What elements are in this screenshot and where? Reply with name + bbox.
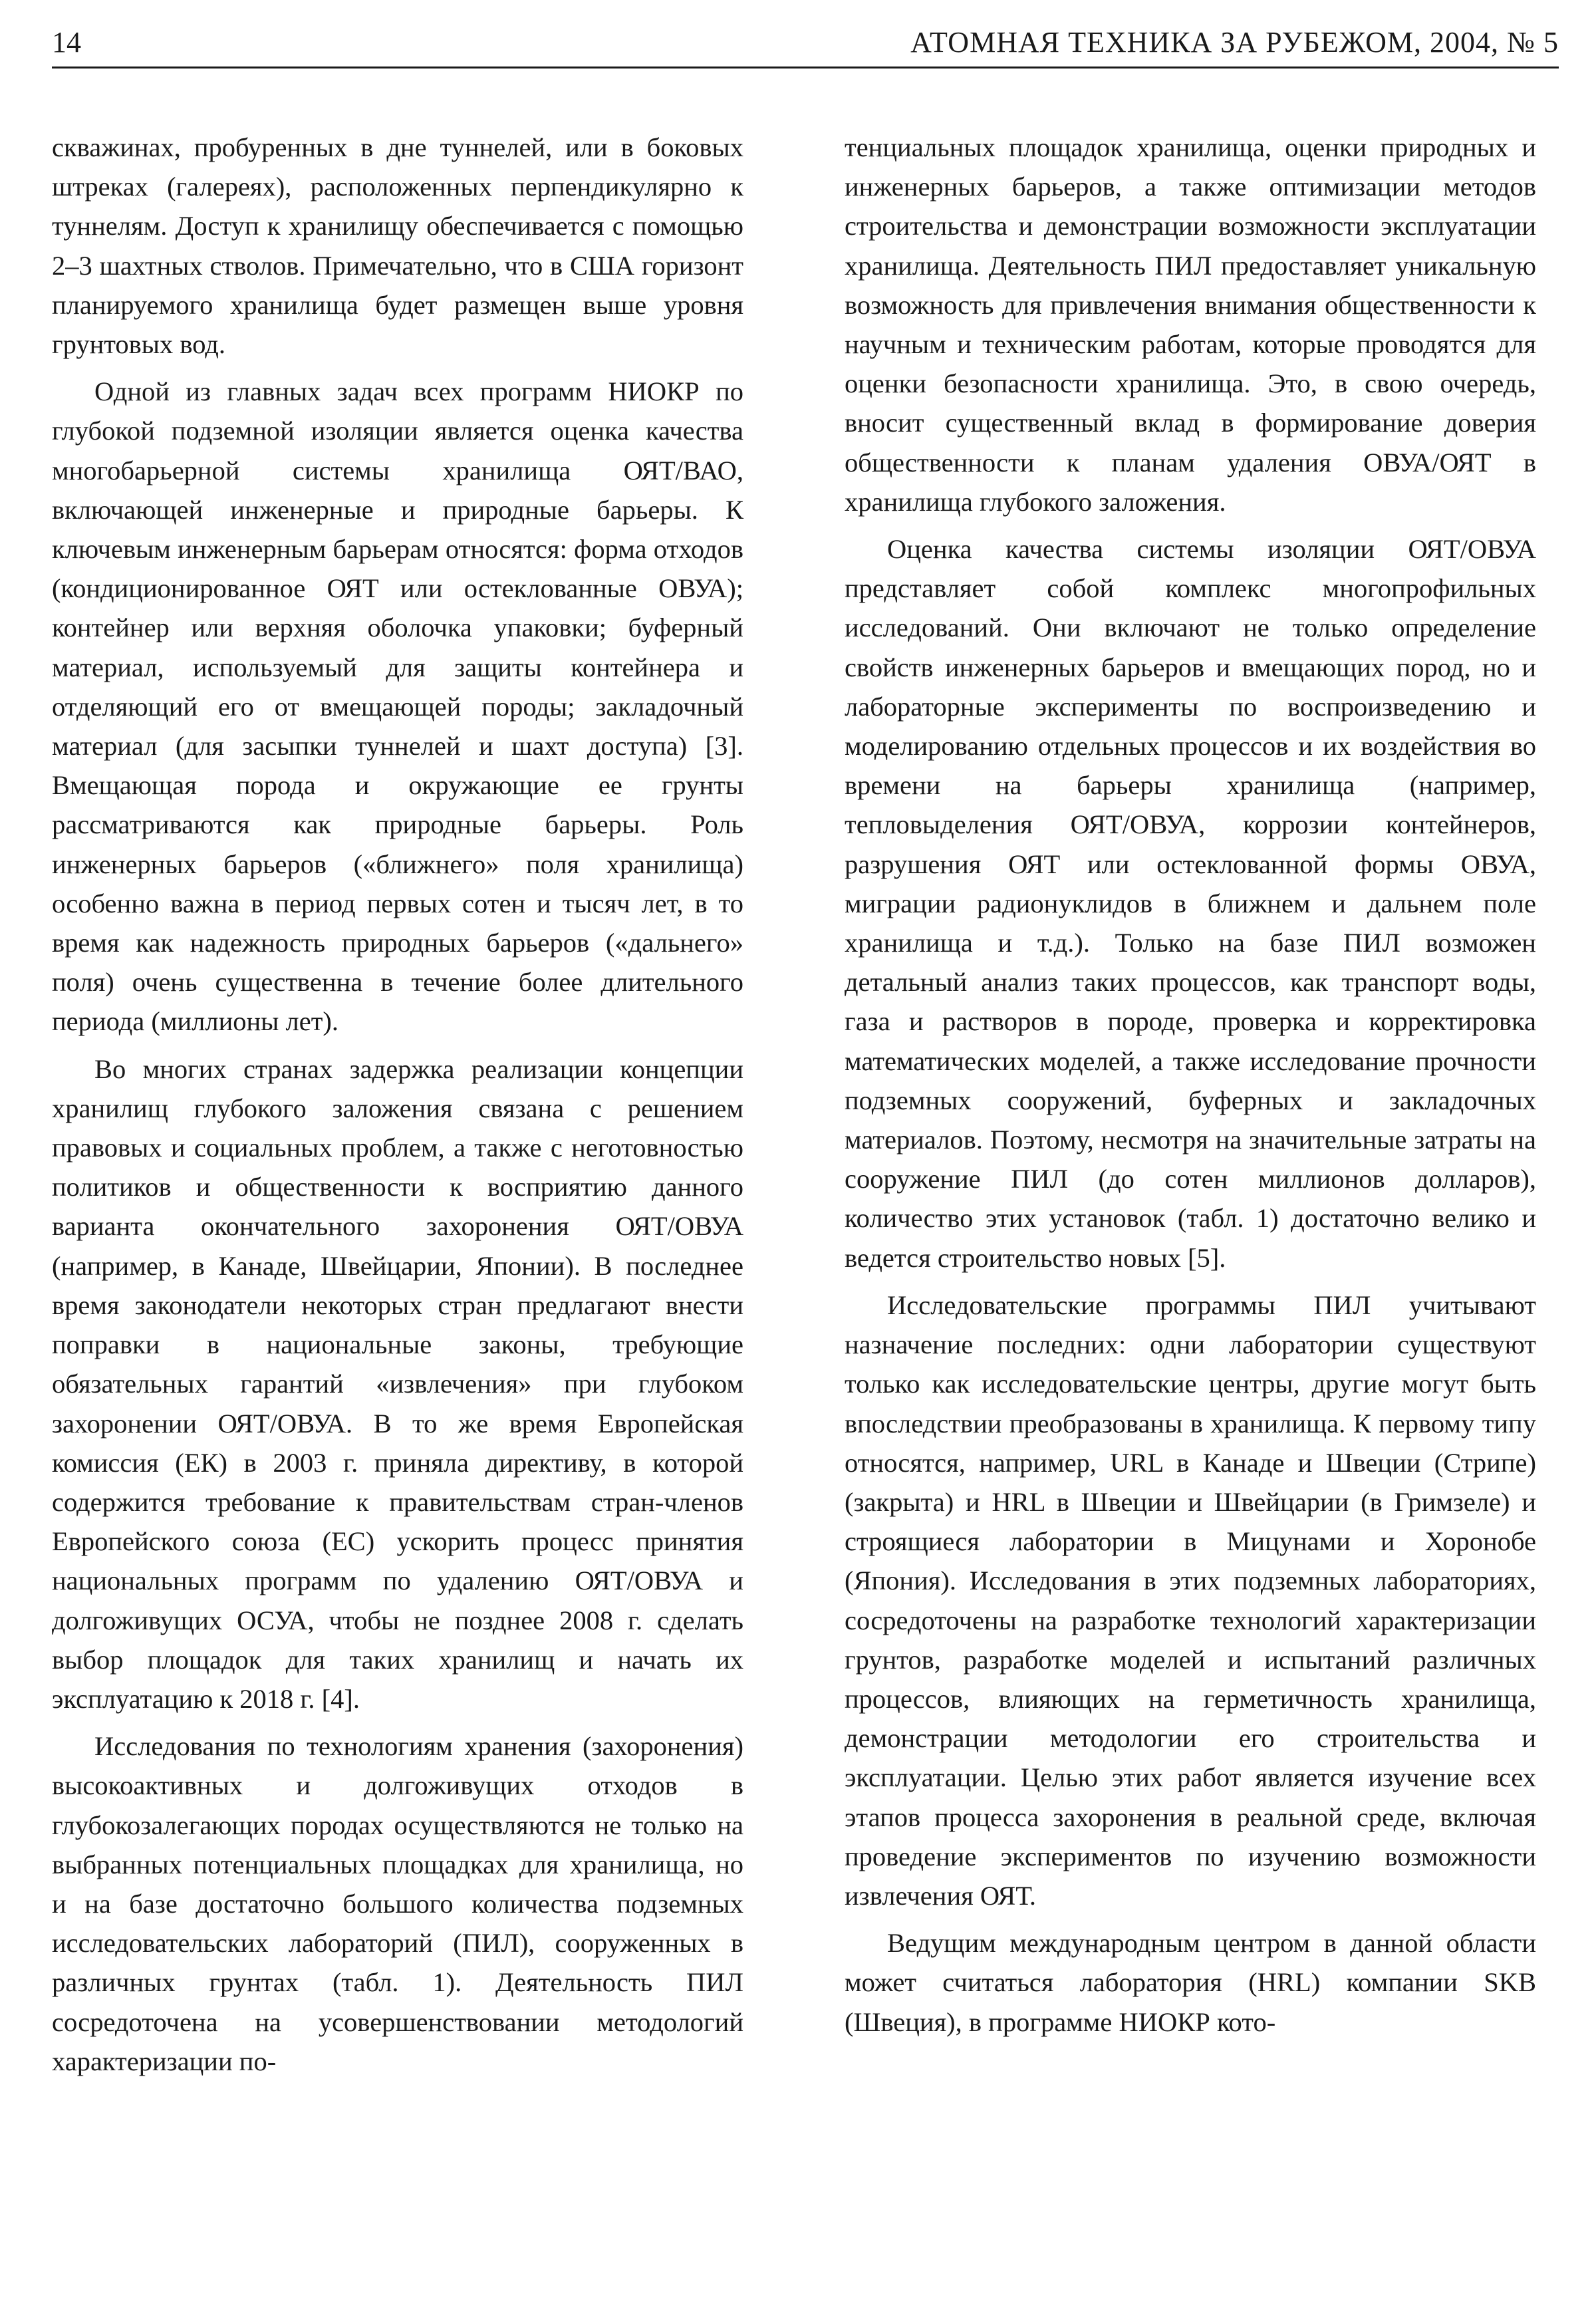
page-number: 14	[52, 26, 81, 59]
running-header	[52, 20, 1559, 68]
paragraph: Оценка качества системы изоляции ОЯТ/ОВУА представляет собой комплекс многопрофильных исследований. Они включают не только определение свойств инженерных барьеров и вмещающих пород, но и лабораторные эксперименты по воспроизведению и моделированию отдельных процессов и их воздействия во времени на барьеры хранилища (например, тепловыделения ОЯТ/ОВУА, коррозии контейнеров, разрушения ОЯТ или остеклованной формы ОВУА, миграции радионуклидов в ближнем и дальнем поле хранилища и т.д.). Только на базе ПИЛ возможен детальный анализ таких процессов, как транспорт воды, газа и растворов в породе, проверка и корректировка математических моделей, а также исследование прочности подземных сооружений, буферных и закладочных материалов. Поэтому, несмотря на значительные затраты на сооружение ПИЛ (до сотен миллионов долларов), количество этих установок (табл. 1) достаточно велико и ведется строительство новых [5].	[845, 534, 1536, 1273]
left-column	[52, 128, 743, 2089]
paragraph: Исследовательские программы ПИЛ учитывают назначение последних: одни лаборатории существуют только как исследовательские центры, другие могут быть впоследствии преобразованы в хранилища. К первому типу относятся, например, URL в Канаде и Швеции (Стрипе) (закрыта) и HRL в Швеции и Швейцарии (в Гримзеле) и строящиеся лаборатории в Мицунами и Хоронобе (Япония). Исследования в этих подземных лабораториях, сосредоточены на разработке технологий характеризации грунтов, разработке моделей и испытаний различных процессов, влияющих на герметичность хранилища, демонстрации методологии его строительства и эксплуатации. Целью этих работ является изучение всех этапов процесса захоронения в реальной среде, включая проведение экспериментов по изучению возможности извлечения ОЯТ.	[845, 1290, 1536, 1911]
paragraph: Ведущим международным центром в данной области может считаться лаборатория (HRL) компании SKB (Швеция), в программе НИОКР кото-	[845, 1928, 1536, 2037]
paragraph: тенциальных площадок хранилища, оценки природных и инженерных барьеров, а также оптимизации методов строительства и демонстрации возможности эксплуатации хранилища. Деятельность ПИЛ предоставляет уникальную возможность для привлечения внимания общественности к научным и техническим работам, которые проводятся для оценки безопасности хранилища. Это, в свою очередь, вносит существенный вклад в формирование доверия общественности к планам удаления ОВУА/ОЯТ в хранилища глубокого заложения.	[845, 132, 1536, 517]
paragraph: Исследования по технологиям хранения (захоронения) высокоактивных и долгоживущих отходов в глубокозалегающих породах осуществляются не только на выбранных потенциальных площадках для хранилища, но и на базе достаточно большого количества подземных исследовательских лабораторий (ПИЛ), сооруженных в различных грунтах (табл. 1). Деятельность ПИЛ сосредоточена на усовершенствовании методологий характеризации по-	[52, 1731, 743, 2076]
paragraph: Во многих странах задержка реализации концепции хранилищ глубокого заложения связана с решением правовых и социальных проблем, а также с неготовностью политиков и общественности к восприятию данного варианта окончательного захоронения ОЯТ/ОВУА (например, в Канаде, Швейцарии, Японии). В последнее время законодатели некоторых стран предлагают внести поправки в национальные законы, требующие обязательных гарантий «извлечения» при глубоком захоронении ОЯТ/ОВУА. В то же время Европейская комиссия (ЕК) в 2003 г. приняла директиву, в которой содержится требование к правительствам стран-членов Европейского союза (ЕС) ускорить процесс принятия национальных программ по удалению ОЯТ/ОВУА и долгоживущих ОСУА, чтобы не позднее 2008 г. сделать выбор площадок для таких хранилищ и начать их эксплуатацию к 2018 г. [4].	[52, 1053, 743, 1714]
paragraph: Одной из главных задач всех программ НИОКР по глубокой подземной изоляции является оценка качества многобарьерной системы хранилища ОЯТ/ВАО, включающей инженерные и природные барьеры. К ключевым инженерным барьерам относятся: форма отходов (кондиционированное ОЯТ или остеклованные ОВУА); контейнер или верхняя оболочка упаковки; буферный материал, используемый для защиты контейнера и отделяющий его от вмещающей породы; закладочный материал (для засыпки туннелей и шахт доступа) [3]. Вмещающая порода и окружающие ее грунты рассматриваются как природные барьеры. Роль инженерных барьеров («ближнего» поля хранилища) особенно важна в период первых сотен и тысяч лет, в то время как надежность природных барьеров («дальнего» поля) очень существенна в течение более длительного периода (миллионы лет).	[52, 376, 743, 1037]
right-column	[845, 128, 1536, 2050]
paragraph: скважинах, пробуренных в дне туннелей, или в боковых штреках (галереях), расположенных перпендикулярно к туннелям. Доступ к хранилищу обеспечивается с помощью 2–3 шахтных стволов. Примечательно, что в США горизонт планируемого хранилища будет размещен выше уровня грунтовых вод.	[52, 132, 743, 360]
journal-title: АТОМНАЯ ТЕХНИКА ЗА РУБЕЖОМ, 2004, № 5	[910, 26, 1559, 59]
